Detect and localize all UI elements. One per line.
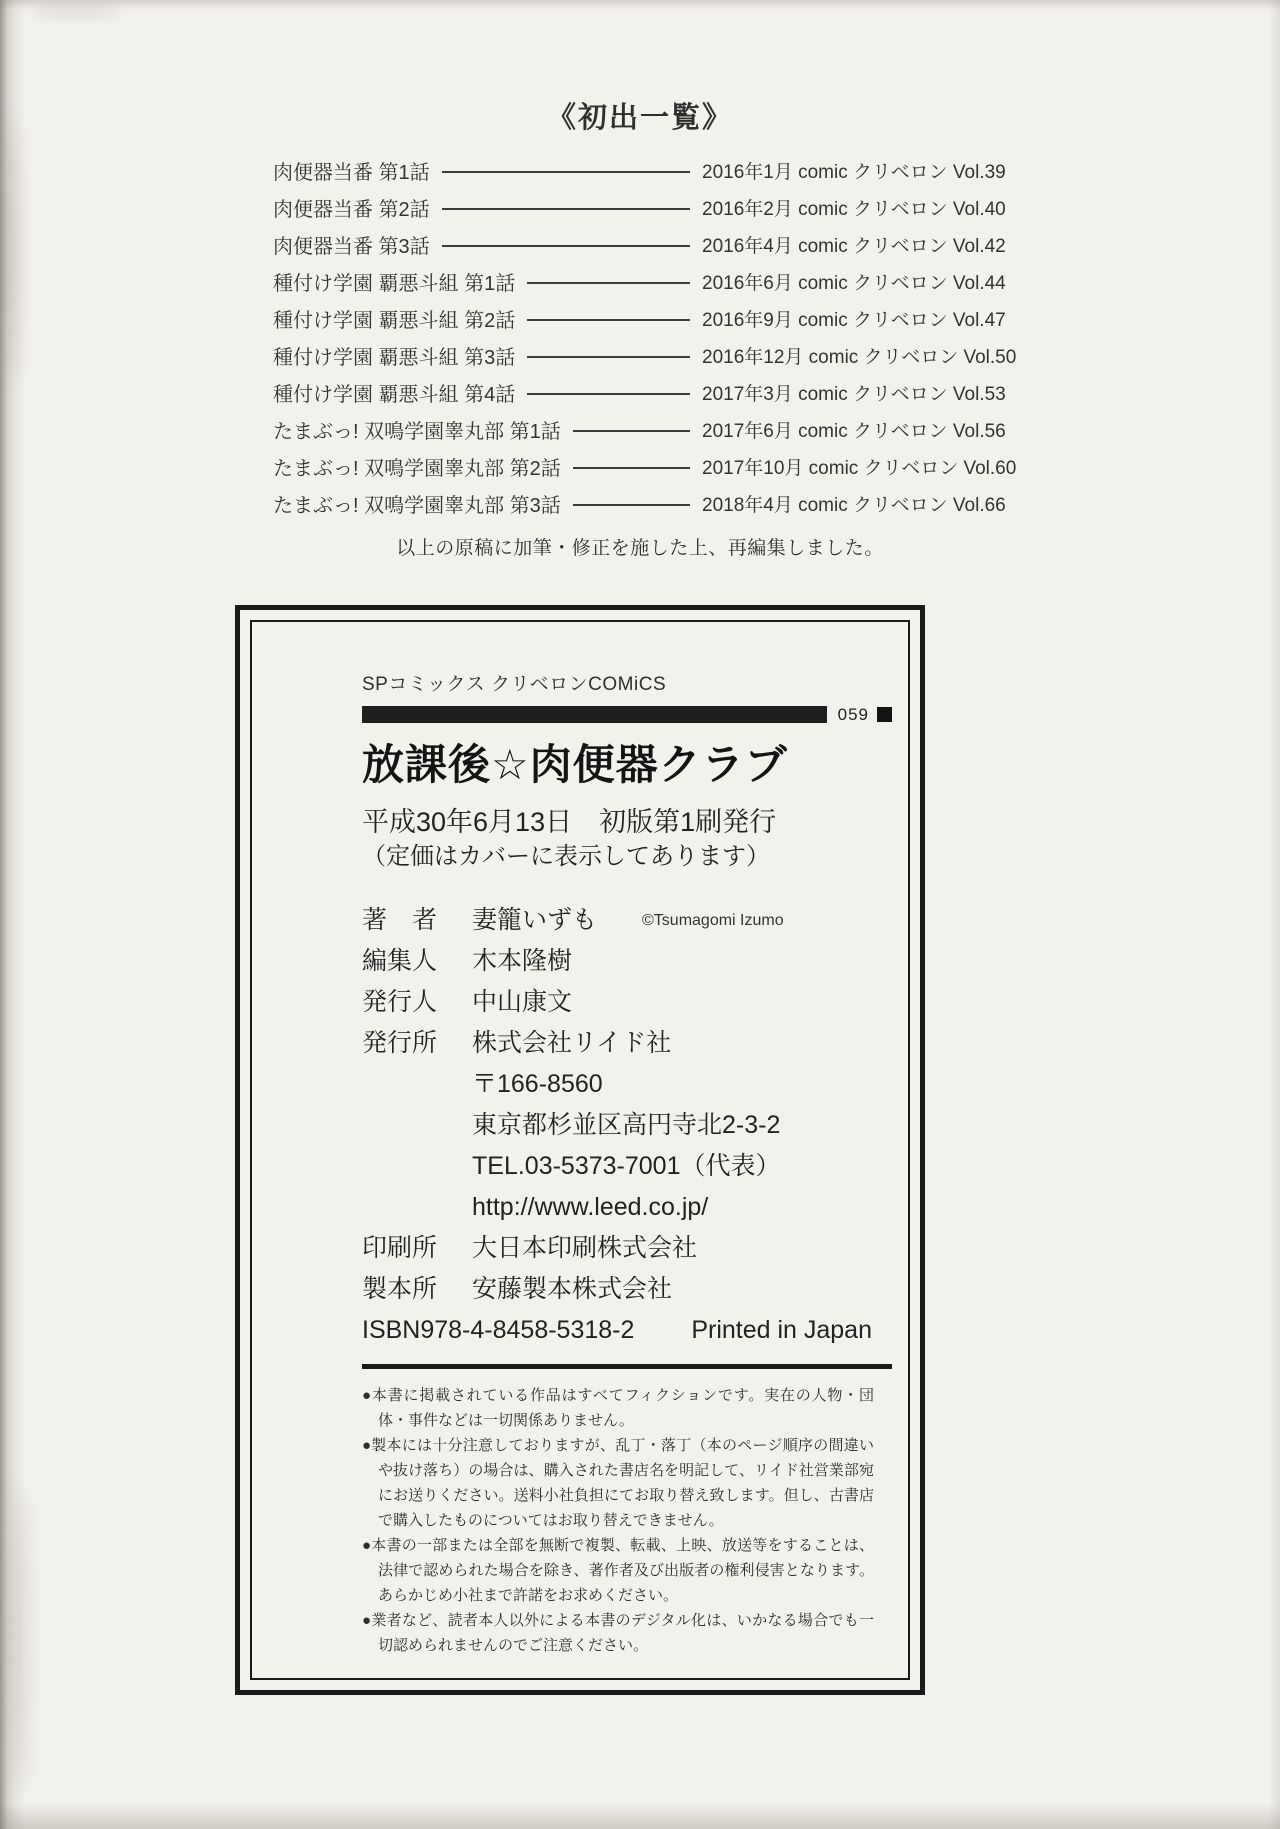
credit-row <box>362 982 892 1023</box>
issue-info: 2017年10月 comic クリベロン Vol.60 <box>702 458 1017 479</box>
isbn-row <box>362 1310 892 1351</box>
leader-line <box>527 282 690 284</box>
leader-line <box>442 208 690 210</box>
credit-row <box>362 1187 892 1228</box>
credit-label: 製本所 <box>362 1275 438 1303</box>
credit-value: 安藤製本株式会社 <box>472 1275 673 1303</box>
scan-edge-bottom <box>0 1803 1280 1829</box>
work-title: 肉便器当番 第3話 <box>273 236 430 258</box>
leader-line <box>573 467 690 469</box>
credit-row <box>362 1105 892 1146</box>
first-publication-heading: 《初出一覧》 <box>546 102 733 134</box>
credit-row <box>362 1269 892 1310</box>
issue-info: 2018年4月 comic クリベロン Vol.66 <box>702 495 1006 516</box>
leader-line <box>442 171 690 173</box>
publication-row <box>273 485 1006 522</box>
work-title: たまぶっ! 双鳴学園睾丸部 第1話 <box>273 421 561 443</box>
isbn-number: ISBN978-4-8458-5318-2 <box>362 1316 635 1344</box>
publication-row <box>273 263 1006 300</box>
leader-line <box>442 245 690 247</box>
credit-value: 株式会社リイド社 <box>472 1029 672 1057</box>
work-title: 種付け学園 覇悪斗組 第1話 <box>273 273 516 295</box>
work-title: 種付け学園 覇悪斗組 第4話 <box>273 384 516 406</box>
publication-row <box>273 337 1017 374</box>
credit-value: 木本隆樹 <box>472 947 573 975</box>
reedit-note: 以上の原稿に加筆・修正を施した上、再編集しました。 <box>396 538 884 559</box>
credit-row <box>362 1023 892 1064</box>
issue-info: 2016年6月 comic クリベロン Vol.44 <box>702 273 1006 294</box>
legal-notices <box>362 1383 892 1658</box>
serial-square-icon <box>877 707 892 722</box>
credit-value: 大日本印刷株式会社 <box>472 1234 698 1262</box>
leader-line <box>527 319 690 321</box>
work-title: 種付け学園 覇悪斗組 第2話 <box>273 310 516 332</box>
publication-row <box>273 411 1006 448</box>
work-title: 肉便器当番 第1話 <box>273 162 430 184</box>
credit-label: 編集人 <box>362 947 438 975</box>
credit-value: 〒166-8560 <box>472 1070 603 1098</box>
issue-info: 2016年4月 comic クリベロン Vol.42 <box>702 236 1006 257</box>
credit-row <box>362 1064 892 1105</box>
notice-fiction: ●本書に掲載されている作品はすべてフィクションです。実在の人物・団体・事件などは一切関係ありません。 <box>362 1387 874 1429</box>
credits-block <box>362 900 892 1310</box>
work-title: 肉便器当番 第2話 <box>273 199 430 221</box>
work-title: 種付け学園 覇悪斗組 第3話 <box>273 347 516 369</box>
colophon-inner-frame <box>250 620 910 1680</box>
serial-black-bar <box>362 706 827 723</box>
leader-line <box>573 504 690 506</box>
credit-label: 発行所 <box>362 1029 438 1057</box>
work-title: たまぶっ! 双鳴学園睾丸部 第3話 <box>273 495 561 517</box>
price-note: （定価はカバーに表示してあります） <box>362 843 770 870</box>
issue-info: 2016年12月 comic クリベロン Vol.50 <box>702 347 1017 368</box>
credit-value: TEL.03-5373-7001（代表） <box>472 1152 781 1180</box>
scan-edge-right <box>1268 0 1280 1829</box>
scan-smudge <box>6 120 20 380</box>
credit-value: 中山康文 <box>472 988 573 1016</box>
colophon-box <box>235 605 925 1695</box>
book-title: 放課後☆肉便器クラブ <box>362 741 788 788</box>
credit-label: 印刷所 <box>362 1234 438 1262</box>
credit-value: 東京都杉並区高円寺北2-3-2 <box>472 1111 781 1139</box>
issue-info: 2017年6月 comic クリベロン Vol.56 <box>702 421 1006 442</box>
copyright-notice: ©Tsumagomi Izumo <box>642 912 784 929</box>
edition-line: 平成30年6月13日 初版第1刷発行 <box>362 807 777 837</box>
separator-rule <box>362 1364 892 1369</box>
publisher-url: http://www.leed.co.jp/ <box>472 1193 709 1221</box>
credit-label: 著 者 <box>362 906 438 934</box>
credit-value: 妻籠いずも <box>472 906 598 934</box>
printed-in-label: Printed in Japan <box>691 1316 872 1344</box>
publication-row <box>273 374 1006 411</box>
publication-row <box>273 189 1006 226</box>
serial-number: 059 <box>837 704 869 724</box>
credit-row <box>362 1228 892 1269</box>
publication-row <box>273 226 1006 263</box>
serial-row <box>362 706 892 723</box>
notice-digitization: ●業者など、読者本人以外による本書のデジタル化は、いかなる場合でも一切認められませんのでご注意ください。 <box>362 1612 874 1654</box>
scan-edge-top <box>0 0 1280 10</box>
publication-row <box>273 300 1006 337</box>
credit-row <box>362 941 892 982</box>
issue-info: 2016年9月 comic クリベロン Vol.47 <box>702 310 1006 331</box>
imprint-line: SPコミックス クリベロンCOMiCS <box>362 674 667 695</box>
issue-info: 2016年2月 comic クリベロン Vol.40 <box>702 199 1006 220</box>
first-publication-list <box>273 152 1017 522</box>
credit-row <box>362 1146 892 1187</box>
scan-smudge <box>10 1489 28 1789</box>
leader-line <box>573 430 690 432</box>
issue-info: 2016年1月 comic クリベロン Vol.39 <box>702 162 1006 183</box>
notice-binding: ●製本には十分注意しておりますが、乱丁・落丁（本のページ順序の間違いや抜け落ち）の場合は、購入された書店名を明記して、リイド社営業部宛にお送りください。送料小社負担にてお取り替え致します。但し、古書店で購入したものについてはお取り替えできません。 <box>362 1437 874 1529</box>
issue-info: 2017年3月 comic クリベロン Vol.53 <box>702 384 1006 405</box>
leader-line <box>527 356 690 358</box>
publication-row <box>273 152 1006 189</box>
work-title: たまぶっ! 双鳴学園睾丸部 第2話 <box>273 458 561 480</box>
leader-line <box>527 393 690 395</box>
publication-row <box>273 448 1017 485</box>
credit-row <box>362 900 892 941</box>
scan-smudge <box>30 6 120 16</box>
credit-label: 発行人 <box>362 988 438 1016</box>
notice-copyright: ●本書の一部または全部を無断で複製、転載、上映、放送等をすることは、法律で認められた場合を除き、著作者及び出版者の権利侵害となります。あらかじめ小社まで許諾をお求めください。 <box>362 1537 874 1604</box>
